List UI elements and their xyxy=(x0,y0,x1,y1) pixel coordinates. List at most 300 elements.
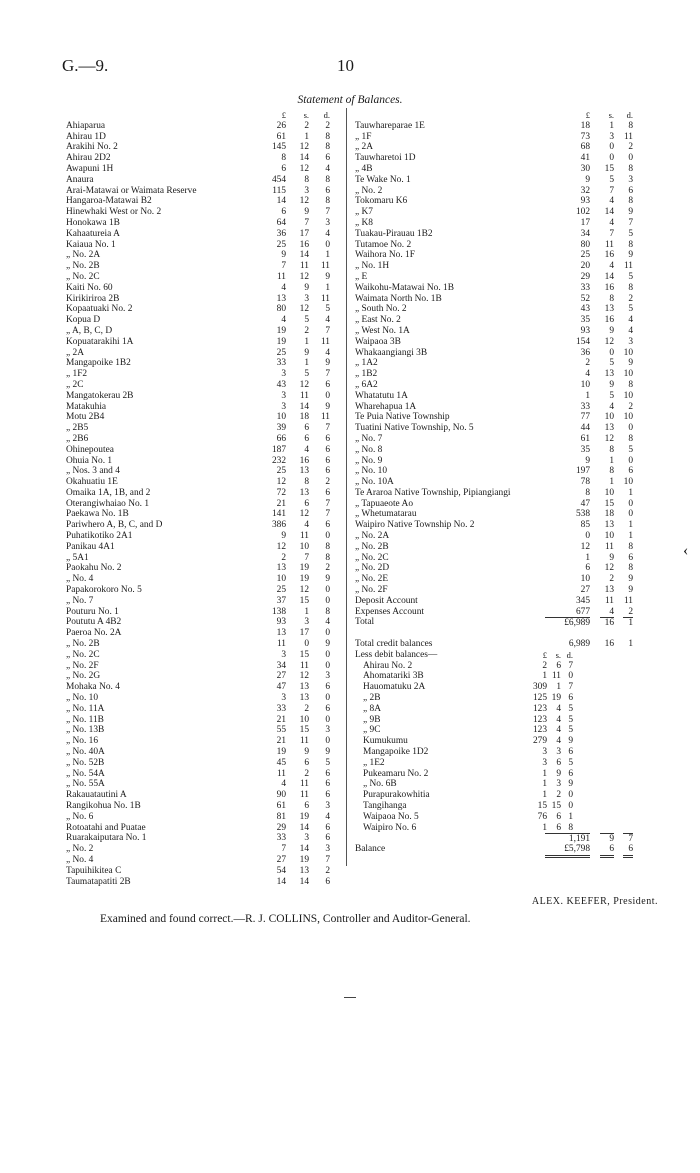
entry-label: „ 6A2 xyxy=(355,379,378,390)
balance-row xyxy=(66,650,346,661)
pounds-value: 33 xyxy=(580,282,590,293)
shillings-value: 9 xyxy=(609,379,614,390)
pounds-value: 3 xyxy=(542,747,547,758)
entry-label: „ No. 10 xyxy=(355,466,388,477)
pounds-value: 32 xyxy=(580,185,590,196)
pounds-value: 52 xyxy=(580,293,590,304)
balance-row xyxy=(66,240,346,251)
pence-value: 8 xyxy=(325,606,330,617)
shillings-value: 6 xyxy=(600,844,614,858)
entry-label: Mangapoike 1D2 xyxy=(363,747,429,758)
pounds-value: 386 xyxy=(271,520,286,531)
pence-value: 5 xyxy=(568,757,573,768)
shillings-header: s. xyxy=(303,110,309,120)
entry-label: Pariwhero A, B, C, and D xyxy=(66,520,163,531)
pounds-value: 3 xyxy=(281,401,286,412)
entry-label: Ahirau 2D2 xyxy=(66,153,111,164)
pence-value: 10 xyxy=(623,369,633,380)
pounds-value: 66 xyxy=(276,433,286,444)
pence-value: 0 xyxy=(628,423,633,434)
balance-row xyxy=(66,283,346,294)
balance-row xyxy=(355,369,633,380)
entry-label: Mohaka No. 4 xyxy=(66,682,120,693)
pence-value: 6 xyxy=(623,844,633,858)
pence-value: 0 xyxy=(325,239,330,250)
entry-label: „ 1E2 xyxy=(363,757,385,768)
entry-label: „ 2A xyxy=(355,142,373,153)
pounds-value: 2 xyxy=(542,660,547,671)
entry-label: Rotoatahi and Puatae xyxy=(66,822,146,833)
pence-value: 0 xyxy=(325,595,330,606)
entry-label: „ No. 1H xyxy=(355,261,390,272)
entry-label: Mangatokerau 2B xyxy=(66,390,134,401)
balance-row xyxy=(355,272,633,283)
shillings-value: 19 xyxy=(299,854,309,865)
pence-value: 5 xyxy=(568,703,573,714)
pence-value: 1 xyxy=(568,811,573,822)
debit-row xyxy=(355,758,633,769)
balance-row xyxy=(66,445,346,456)
pence-value: 3 xyxy=(325,725,330,736)
pounds-value: 93 xyxy=(580,196,590,207)
pounds-value: 7 xyxy=(281,261,286,272)
pounds-value: 154 xyxy=(575,336,590,347)
pounds-header: £ xyxy=(281,110,286,120)
shillings-value: 1 xyxy=(556,682,561,693)
entry-label: „ No. 2C xyxy=(355,552,389,563)
entry-label: Balance xyxy=(355,844,386,855)
debit-row xyxy=(355,747,633,758)
entry-label: Arai-Matawai or Waimata Reserve xyxy=(66,185,197,196)
shillings-value: 10 xyxy=(299,714,309,725)
entry-label: Hangaroa-Matawai B2 xyxy=(66,196,152,207)
pence-value: 6 xyxy=(325,487,330,498)
entry-label: „ 2B6 xyxy=(66,433,89,444)
pounds-value: 85 xyxy=(580,520,590,531)
pounds-value: 10 xyxy=(276,574,286,585)
balance-row xyxy=(66,661,346,672)
entry-label: Tuatini Native Township, No. 5 xyxy=(355,423,474,434)
balance-row xyxy=(355,229,633,240)
balance-row xyxy=(66,218,346,229)
shillings-value: 8 xyxy=(609,293,614,304)
pounds-value: 80 xyxy=(276,304,286,315)
balance-row xyxy=(66,175,346,186)
pence-value: 0 xyxy=(568,801,573,811)
shillings-value: 4 xyxy=(609,401,614,412)
shillings-value: 10 xyxy=(604,487,614,498)
entry-label: Waipiro No. 6 xyxy=(363,822,417,833)
pounds-value: 39 xyxy=(276,423,286,434)
balance-row xyxy=(66,196,346,207)
entry-label: Okahuatiu 1E xyxy=(66,477,118,488)
entry-label: „ No. 2A xyxy=(355,531,390,542)
balance-row xyxy=(355,142,633,153)
entry-label: Paeroa No. 2A xyxy=(66,628,122,639)
pounds-value: 25 xyxy=(276,239,286,250)
shillings-value: 6 xyxy=(304,498,309,509)
pounds-value: 1 xyxy=(542,822,547,833)
shillings-value: 16 xyxy=(604,639,614,650)
shillings-value: 13 xyxy=(604,304,614,315)
pounds-value: 21 xyxy=(276,714,286,725)
pence-value: 10 xyxy=(623,347,633,358)
entry-label: Total xyxy=(355,617,375,628)
shillings-value: 7 xyxy=(609,185,614,196)
pounds-header: £ xyxy=(542,649,547,660)
shillings-value: 14 xyxy=(299,250,309,261)
balance-row xyxy=(66,434,346,445)
entry-label: Arakihi No. 2 xyxy=(66,142,118,153)
balance-row xyxy=(66,477,346,488)
balance-row xyxy=(66,531,346,542)
pence-value: 0 xyxy=(325,531,330,542)
president-signature: ALEX. KEEFER, President. xyxy=(531,896,658,907)
balance-row xyxy=(66,704,346,715)
entry-label: Pukeamaru No. 2 xyxy=(363,768,429,779)
shillings-value: 3 xyxy=(556,779,561,790)
entry-label: Paokahu No. 2 xyxy=(66,563,122,574)
pence-value: 1 xyxy=(628,639,633,650)
shillings-value: 13 xyxy=(299,865,309,876)
pence-value: 8 xyxy=(628,239,633,250)
pounds-value: 232 xyxy=(271,455,286,466)
shillings-value: 8 xyxy=(609,444,614,455)
shillings-value: 3 xyxy=(609,131,614,142)
balance-row xyxy=(66,520,346,531)
shillings-value: 1 xyxy=(304,606,309,617)
shillings-value: 8 xyxy=(304,174,309,185)
pence-value: 1 xyxy=(628,520,633,531)
shillings-value: 15 xyxy=(604,498,614,509)
entry-label: „ No. 2 xyxy=(355,185,383,196)
balance-row xyxy=(66,596,346,607)
entry-label: Ahirau 1D xyxy=(66,131,106,142)
entry-label: Mangapoike 1B2 xyxy=(66,358,131,369)
entry-label: „ 9B xyxy=(363,714,381,725)
balance-row xyxy=(355,466,633,477)
shillings-value: 5 xyxy=(304,369,309,380)
page-number: 10 xyxy=(337,56,354,75)
entry-label: „ No. 4 xyxy=(66,854,94,865)
entry-label: Tauwhareparae 1E xyxy=(355,120,425,131)
entry-label: „ South No. 2 xyxy=(355,304,407,315)
entry-label: „ No. 2A xyxy=(66,250,101,261)
balance-row xyxy=(66,423,346,434)
shillings-value: 6 xyxy=(556,822,561,833)
shillings-value: 16 xyxy=(299,455,309,466)
pounds-value: 1 xyxy=(542,779,547,790)
total-credit-row xyxy=(355,639,633,650)
pence-value: 9 xyxy=(628,574,633,585)
pounds-value: 3 xyxy=(281,693,286,704)
currency-header-row xyxy=(66,110,346,121)
pounds-value: 76 xyxy=(537,811,547,822)
pounds-value: 10 xyxy=(580,379,590,390)
pounds-value: 12 xyxy=(580,541,590,552)
entry-label: Waimata North No. 1B xyxy=(355,293,442,304)
balance-row xyxy=(66,304,346,315)
entry-label: „ E xyxy=(355,271,368,282)
pounds-value: 115 xyxy=(272,185,286,196)
balance-row xyxy=(355,337,633,348)
balance-row xyxy=(355,283,633,294)
balance-row xyxy=(66,326,346,337)
shillings-value: 7 xyxy=(609,228,614,239)
entry-label: „ Tapuaeote Ao xyxy=(355,498,414,509)
debit-row xyxy=(355,704,633,715)
pence-value: 5 xyxy=(325,304,330,315)
entry-label: „ No. 2F xyxy=(66,660,99,671)
entry-label: Purapurakowhitia xyxy=(363,790,430,801)
entry-label: „ No. 7 xyxy=(355,433,383,444)
entry-label: „ Nos. 3 and 4 xyxy=(66,466,120,477)
balance-row xyxy=(66,585,346,596)
pounds-value: 93 xyxy=(276,617,286,628)
pounds-value: £6,989 xyxy=(545,617,590,629)
shillings-value: 12 xyxy=(299,379,309,390)
entry-label: Tauwharetoi 1D xyxy=(355,153,416,164)
pounds-value: 141 xyxy=(271,509,286,520)
shillings-value: 12 xyxy=(604,433,614,444)
pounds-header: £ xyxy=(585,110,590,120)
pence-header: d. xyxy=(323,110,330,120)
balance-row xyxy=(66,466,346,477)
currency-header-row xyxy=(355,110,633,121)
balance-row xyxy=(355,132,633,143)
shillings-value: 12 xyxy=(299,271,309,282)
shillings-value: 11 xyxy=(299,790,309,801)
shillings-value: 2 xyxy=(609,574,614,585)
balance-row xyxy=(66,164,346,175)
shillings-value: 3 xyxy=(304,185,309,196)
entry-label: Pouturu No. 1 xyxy=(66,606,119,617)
entry-label: „ No. 2F xyxy=(355,585,388,596)
pounds-value: 43 xyxy=(580,304,590,315)
pence-value: 0 xyxy=(325,693,330,704)
shillings-value: 18 xyxy=(604,509,614,520)
shillings-value: 14 xyxy=(299,401,309,412)
shillings-value: 14 xyxy=(299,876,309,887)
entry-label: „ 9C xyxy=(363,725,381,736)
column-divider xyxy=(346,108,347,866)
pence-value: 6 xyxy=(325,455,330,466)
pence-value: 9 xyxy=(325,358,330,369)
entry-label: Rakauatautini A xyxy=(66,790,127,801)
balance-row xyxy=(66,769,346,780)
balance-row xyxy=(66,801,346,812)
shillings-value: 16 xyxy=(600,617,614,629)
pounds-value: 25 xyxy=(276,466,286,477)
pence-value: 11 xyxy=(320,261,330,272)
balance-row xyxy=(355,456,633,467)
entry-label: Te Puia Native Township xyxy=(355,412,450,423)
shillings-value: 19 xyxy=(551,693,561,704)
balance-row xyxy=(355,531,633,542)
pence-value: 6 xyxy=(325,703,330,714)
pounds-value: 11 xyxy=(276,768,286,779)
pence-value: 0 xyxy=(628,455,633,466)
balance-row xyxy=(66,574,346,585)
pounds-value: 19 xyxy=(276,747,286,758)
shillings-value: 4 xyxy=(609,261,614,272)
pence-value: 7 xyxy=(325,207,330,218)
pounds-value: 197 xyxy=(575,466,590,477)
pence-value: 1 xyxy=(325,250,330,261)
shillings-value: 14 xyxy=(299,844,309,855)
balance-row xyxy=(355,391,633,402)
pence-value: 6 xyxy=(628,185,633,196)
pence-value: 6 xyxy=(325,682,330,693)
entry-label: Te Wake No. 1 xyxy=(355,174,411,185)
balance-row xyxy=(66,402,346,413)
shillings-value: 9 xyxy=(304,747,309,758)
entry-label: „ 1F2 xyxy=(66,369,88,380)
balance-row xyxy=(66,391,346,402)
debit-row xyxy=(355,715,633,726)
shillings-value: 17 xyxy=(299,628,309,639)
pounds-value: 345 xyxy=(575,595,590,606)
pence-value: 3 xyxy=(325,671,330,682)
entry-label: „ No. 2C xyxy=(66,649,100,660)
pounds-value: 3 xyxy=(542,757,547,768)
pence-value: 6 xyxy=(325,876,330,887)
pence-value: 0 xyxy=(325,628,330,639)
pence-value: 7 xyxy=(623,833,633,845)
shillings-value: 14 xyxy=(299,153,309,164)
entry-label: „ No. 10 xyxy=(66,693,99,704)
shillings-value: 11 xyxy=(299,531,309,542)
shillings-value: 11 xyxy=(604,541,614,552)
pence-value: 11 xyxy=(320,412,330,423)
pence-value: 2 xyxy=(325,477,330,488)
pence-value: 6 xyxy=(325,466,330,477)
pounds-value: 538 xyxy=(575,509,590,520)
pence-header: d. xyxy=(566,649,573,660)
pounds-value: 125 xyxy=(532,693,547,704)
shillings-value: 9 xyxy=(600,833,614,845)
balance-row xyxy=(66,833,346,844)
pence-value: 6 xyxy=(325,379,330,390)
entry-label: „ 4B xyxy=(355,163,373,174)
pence-value: 10 xyxy=(623,477,633,488)
balance-row-final xyxy=(355,844,633,855)
entry-label: Kopaatuaki No. 2 xyxy=(66,304,133,315)
balance-row xyxy=(355,261,633,272)
shillings-value: 19 xyxy=(299,574,309,585)
balance-row xyxy=(66,358,346,369)
shillings-value: 5 xyxy=(609,390,614,401)
shillings-value: 4 xyxy=(609,217,614,228)
pence-value: 4 xyxy=(325,617,330,628)
pounds-value: 2 xyxy=(585,358,590,369)
entry-label: Wharehapua 1A xyxy=(355,401,417,412)
pence-value: 8 xyxy=(628,379,633,390)
balance-row xyxy=(66,142,346,153)
shillings-value: 14 xyxy=(604,207,614,218)
pounds-value: 77 xyxy=(580,412,590,423)
entry-label: „ 1B2 xyxy=(355,369,378,380)
pounds-value: 2 xyxy=(281,552,286,563)
shillings-value: 12 xyxy=(299,585,309,596)
pounds-value: 1 xyxy=(585,390,590,401)
shillings-value: 13 xyxy=(604,520,614,531)
balance-row xyxy=(355,553,633,564)
pounds-value: 13 xyxy=(276,293,286,304)
balance-row xyxy=(66,563,346,574)
balance-row xyxy=(66,380,346,391)
shillings-value: 13 xyxy=(604,369,614,380)
balance-row xyxy=(66,369,346,380)
entry-label: Kaiti No. 60 xyxy=(66,282,113,293)
shillings-value: 13 xyxy=(604,423,614,434)
balance-row xyxy=(355,153,633,164)
debit-row xyxy=(355,823,633,834)
pence-value: 2 xyxy=(628,142,633,153)
shillings-value: 18 xyxy=(299,412,309,423)
balance-row xyxy=(66,315,346,326)
pence-value: 9 xyxy=(568,779,573,790)
pence-value: 7 xyxy=(628,217,633,228)
balance-row xyxy=(355,563,633,574)
pounds-value: 15 xyxy=(537,801,547,811)
pence-value: 3 xyxy=(628,174,633,185)
pence-value: 6 xyxy=(628,552,633,563)
shillings-value: 15 xyxy=(551,801,561,811)
entry-label: „ No. 54A xyxy=(66,768,105,779)
pounds-value: 64 xyxy=(276,217,286,228)
shillings-value: 16 xyxy=(299,239,309,250)
pence-value: 7 xyxy=(325,854,330,865)
pounds-value: 25 xyxy=(276,585,286,596)
pounds-value: 14 xyxy=(276,876,286,887)
balance-row xyxy=(355,607,633,618)
balance-row xyxy=(66,671,346,682)
pounds-value: 33 xyxy=(276,703,286,714)
margin-mark: ‹ xyxy=(683,542,689,559)
shillings-value: 3 xyxy=(556,747,561,758)
shillings-value: 6 xyxy=(556,757,561,768)
pounds-value: 6 xyxy=(281,207,286,218)
pence-value: 0 xyxy=(628,509,633,520)
pence-value: 4 xyxy=(325,811,330,822)
shillings-value: 9 xyxy=(304,282,309,293)
pounds-value: 25 xyxy=(580,250,590,261)
pounds-value: 25 xyxy=(276,347,286,358)
shillings-value: 4 xyxy=(556,736,561,747)
balance-row xyxy=(355,445,633,456)
entry-label: Kumukumu xyxy=(363,736,408,747)
pounds-value: 145 xyxy=(271,142,286,153)
pence-value: 4 xyxy=(325,315,330,326)
entry-label: „ No. 4 xyxy=(66,574,94,585)
entry-label: „ 2C xyxy=(66,379,84,390)
pounds-value: 73 xyxy=(580,131,590,142)
shillings-value: 4 xyxy=(609,196,614,207)
pounds-value: 11 xyxy=(276,639,286,650)
balance-row xyxy=(355,509,633,520)
shillings-value: 11 xyxy=(299,660,309,671)
pounds-value: 138 xyxy=(271,606,286,617)
shillings-value: 1 xyxy=(304,336,309,347)
entry-label: Whakaangiangi 3B xyxy=(355,347,428,358)
balance-row xyxy=(66,250,346,261)
balance-row xyxy=(355,207,633,218)
spacer xyxy=(355,628,633,639)
balance-row xyxy=(355,574,633,585)
pounds-value: 27 xyxy=(276,854,286,865)
entry-label: Ohuia No. 1 xyxy=(66,455,113,466)
